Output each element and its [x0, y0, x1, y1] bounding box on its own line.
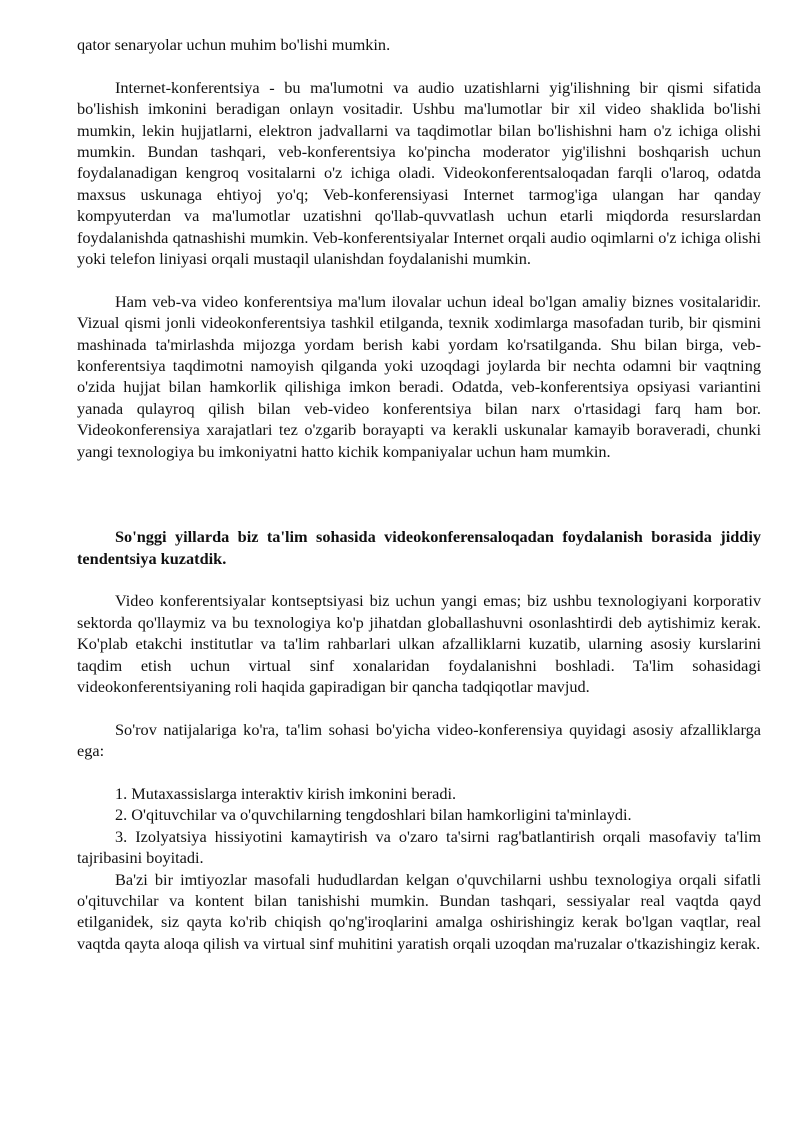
spacer: [77, 55, 761, 76]
document-page: [77, 34, 761, 954]
spacer: [77, 697, 761, 718]
spacer: [77, 762, 761, 783]
paragraph-business-tools: Ham veb-va video konferentsiya ma'lum ilovalar uchun ideal bo'lgan amaliy biznes vositalaridir. Vizual qismi jonli videokonferentsiya tashkil etilganda, texnik xodimlarga masofadan turib, bir qismini mashinada ta'mirlashda mijozga yordam berish kabi yordam ko'rsatilganda. Shu bilan birga, veb-konferentsiya taqdimotni namoyish qilganda yoki uzoqdagi joylarda bir nechta odamni bir vaqtning o'zida hujjat bilan hamkorlik qilishiga imkon beradi. Odatda, veb-konferentsiya opsiyasi variantini yanada qulayroq qilish bilan veb-video konferentsiya bilan narx o'rtasidagi farq ham bor. Videokonferensiya xarajatlari tez o'zgarib borayapti va kerakli uskunalar kamayib boraveradi, chunki yangi texnologiya bu imkoniyatni hatto kichik kompaniyalar uchun ham mumkin.: [77, 291, 761, 461]
paragraph-web-conference: Internet-konferentsiya - bu ma'lumotni va audio uzatishlarni yig'ilishning bir qismi sifatida bo'lishish imkonini beradigan onlayn vositadir. Ushbu ma'lumotlar bir xil video shaklida bo'lishi mumkin, lekin hujjatlarni, elektron jadvallarni va taqdimotlar bilan bo'lishishni ham o'z ichiga olishi mumkin. Bundan tashqari, veb-konferentsiya ko'pincha moderator yig'ilishni boshqarish uchun foydalanadigan kengroq vositalarni o'z ichiga oladi. Videokonferentsaloqadan farqli o'laroq, odatda maxsus uskunaga ehtiyoj yo'q; Veb-konferensiyasi Internet tarmog'iga ulangan har qanday kompyuterdan va ma'lumotlar uzatishni qo'llab-quvvatlash uchun etarli miqdorda resurslardan foydalanishda qatnashishi mumkin. Veb-konferentsiyalar Internet orqali audio oqimlarni o'z ichiga olishi yoki telefon liniyasi orqali mustaqil ulanishdan foydalanishi mumkin.: [77, 77, 761, 269]
spacer: [77, 569, 761, 590]
list-item: 3. Izolyatsiya hissiyotini kamaytirish va o'zaro ta'sirni rag'batlantirish orqali masofaviy ta'lim tajribasini boyitadi.: [77, 826, 761, 868]
paragraph-survey-results: So'rov natijalariga ko'ra, ta'lim sohasi bo'yicha video-konferensiya quyidagi asosiy afzalliklarga ega:: [77, 719, 761, 761]
paragraph-continuation: qator senaryolar uchun muhim bo'lishi mumkin.: [77, 35, 391, 54]
spacer: [77, 269, 761, 290]
paragraph-benefits: Ba'zi bir imtiyozlar masofali hududlardan kelgan o'quvchilarni ushbu texnologiya orqali sifatli o'qituvchilar va kontent bilan tanishishi mumkin. Bundan tashqari, sessiyalar real vaqtda qayd etilganidek, siz qayta ko'rib chiqish qo'ng'iroqlarini amalga oshirishingiz kerak bo'lgan vaqtlar, real vaqtda qayta aloqa qilish va virtual sinf muhitini yaratish orqali uzoqdan ma'ruzalar o'tkazishingiz kerak.: [77, 869, 761, 953]
list-item: 2. O'qituvchilar va o'quvchilarning tengdoshlari bilan hamkorligini ta'minlaydi.: [115, 805, 632, 825]
spacer: [77, 462, 761, 526]
section-heading: So'nggi yillarda biz ta'lim sohasida videokonferensaloqadan foydalanish borasida jiddiy tendentsiya kuzatdik.: [77, 527, 761, 568]
paragraph-education-concept: Video konferentsiyalar kontseptsiyasi biz uchun yangi emas; biz ushbu texnologiyani korporativ sektorda qo'llaymiz va bu texnologiya ko'p jihatdan globallashuvni osonlashtirdi deb aytishimiz kerak. Ko'plab etakchi institutlar va ta'lim rahbarlari ulkan afzalliklarni kuzatib, ularning asosiy kurslarini taqdim etish uchun virtual sinf xonalaridan foydalanishni boshladi. Ta'lim sohasidagi videokonferentsiyaning roli haqida gapiradigan bir qancha tadqiqotlar mavjud.: [77, 591, 761, 696]
list-item: 1. Mutaxassislarga interaktiv kirish imkonini beradi.: [115, 783, 457, 803]
